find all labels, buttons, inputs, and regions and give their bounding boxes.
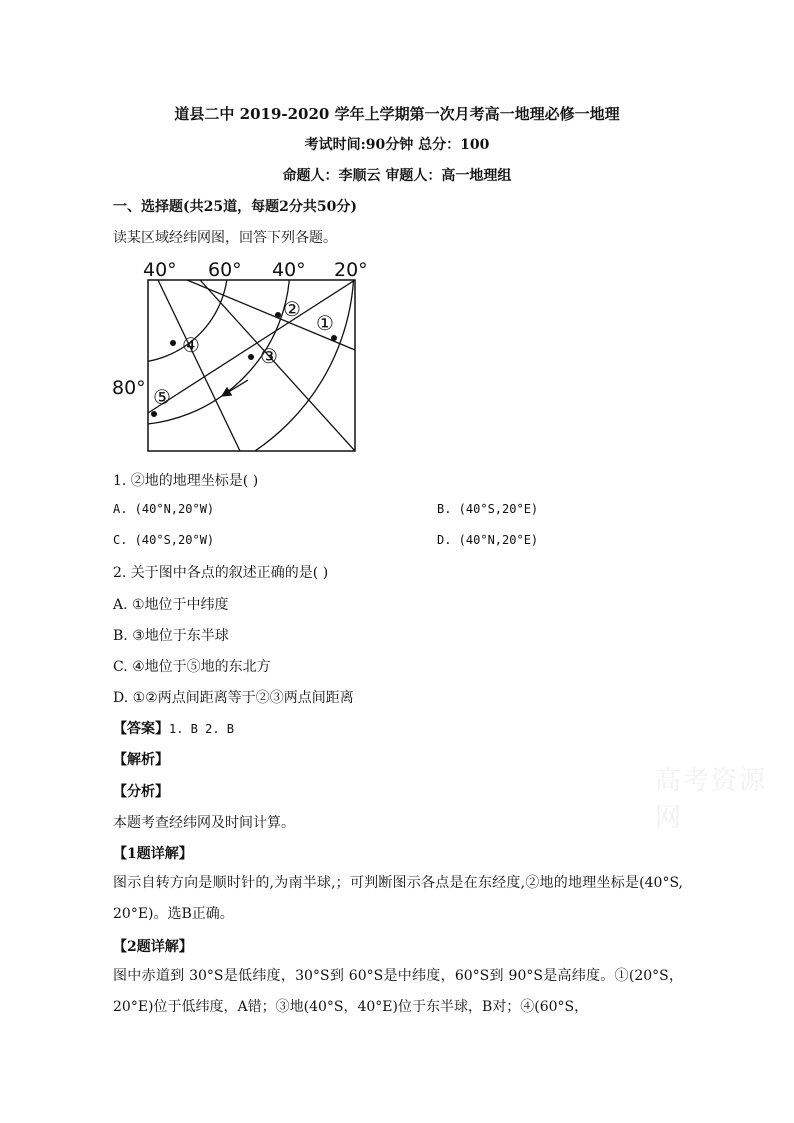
- document-title: 道县二中 2019-2020 学年上学期第一次月考高一地理必修一地理: [174, 105, 620, 123]
- q2-option-d: D. ①②两点间距离等于②③两点间距离: [113, 690, 354, 706]
- section-intro: 读某区域经纬网图，回答下列各题。: [113, 230, 337, 246]
- detail2-text: 图中赤道到 30°S是低纬度，30°S到 60°S是中纬度，60°S到 90°S是高纬度。①(20°S，20°E)位于低纬度，A错；③地(40°S，40°E)位于东半球，B对；④(60°S，: [113, 968, 683, 1015]
- point-marker-2: [275, 312, 281, 318]
- top-lon-label-2: 60°: [208, 259, 242, 281]
- exam-info: 考试时间:90分钟 总分：100: [304, 137, 490, 153]
- answer-line: [113, 718, 234, 738]
- meridian-line-3: [148, 280, 355, 413]
- q2-option-c: C. ④地位于⑤地的东北方: [113, 659, 271, 675]
- q2-stem: 2. 关于图中各点的叙述正确的是( ): [113, 565, 329, 581]
- detail2-tag: 【2题详解】: [113, 939, 193, 955]
- map-label-3: ③: [260, 344, 278, 368]
- graticule-map: [108, 255, 378, 455]
- left-lat-label: 80°: [112, 377, 146, 399]
- q2-option-b: B. ③地位于东半球: [113, 628, 229, 644]
- map-frame: [148, 280, 355, 451]
- q1-stem: 1. ②地的地理坐标是( ): [113, 473, 259, 489]
- map-label-4: ④: [182, 333, 200, 357]
- q2-option-a: A. ①地位于中纬度: [113, 597, 229, 613]
- top-lon-label-4: 20°: [334, 259, 368, 281]
- detail1-tag: 【1题详解】: [113, 846, 193, 862]
- answer-text: 1. B 2. B: [169, 722, 235, 736]
- fenxi-tag: 【分析】: [113, 784, 169, 800]
- point-marker-3: [248, 354, 254, 360]
- watermark: 高考资源网: [655, 766, 768, 833]
- map-label-2: ②: [283, 297, 301, 321]
- q1-option-b: B. (40°S,20°E): [437, 502, 539, 516]
- latitude-circle-outer: [108, 255, 354, 455]
- point-marker-5: [151, 411, 157, 417]
- point-marker-4: [170, 340, 176, 346]
- exam-authors: 命题人：李顺云 审题人：高一地理组: [282, 168, 512, 184]
- fenxi-text: 本题考查经纬网及时间计算。: [113, 815, 295, 831]
- detail1-text: 图示自转方向是顺时针的,为南半球,；可判断图示各点是在东经度,②地的地理坐标是(40°S, 20°E)。选B正确。: [113, 875, 683, 922]
- section-heading: 一、选择题(共25道，每题2分共50分): [113, 199, 357, 215]
- top-lon-label-3: 40°: [272, 259, 306, 281]
- answer-tag: 【答案】: [113, 721, 169, 737]
- q1-option-a: A. (40°N,20°W): [113, 502, 215, 516]
- q1-option-c: C. (40°S,20°W): [113, 533, 215, 547]
- meridian-line-1: [158, 280, 240, 451]
- q1-option-d: D. (40°N,20°E): [437, 533, 539, 547]
- point-marker-1: [331, 335, 337, 341]
- rotation-arrow: [222, 380, 248, 396]
- map-label-5: ⑤: [153, 385, 171, 409]
- analysis-tag: 【解析】: [113, 752, 169, 768]
- top-lon-label-1: 40°: [143, 259, 177, 281]
- map-label-1: ①: [316, 311, 334, 335]
